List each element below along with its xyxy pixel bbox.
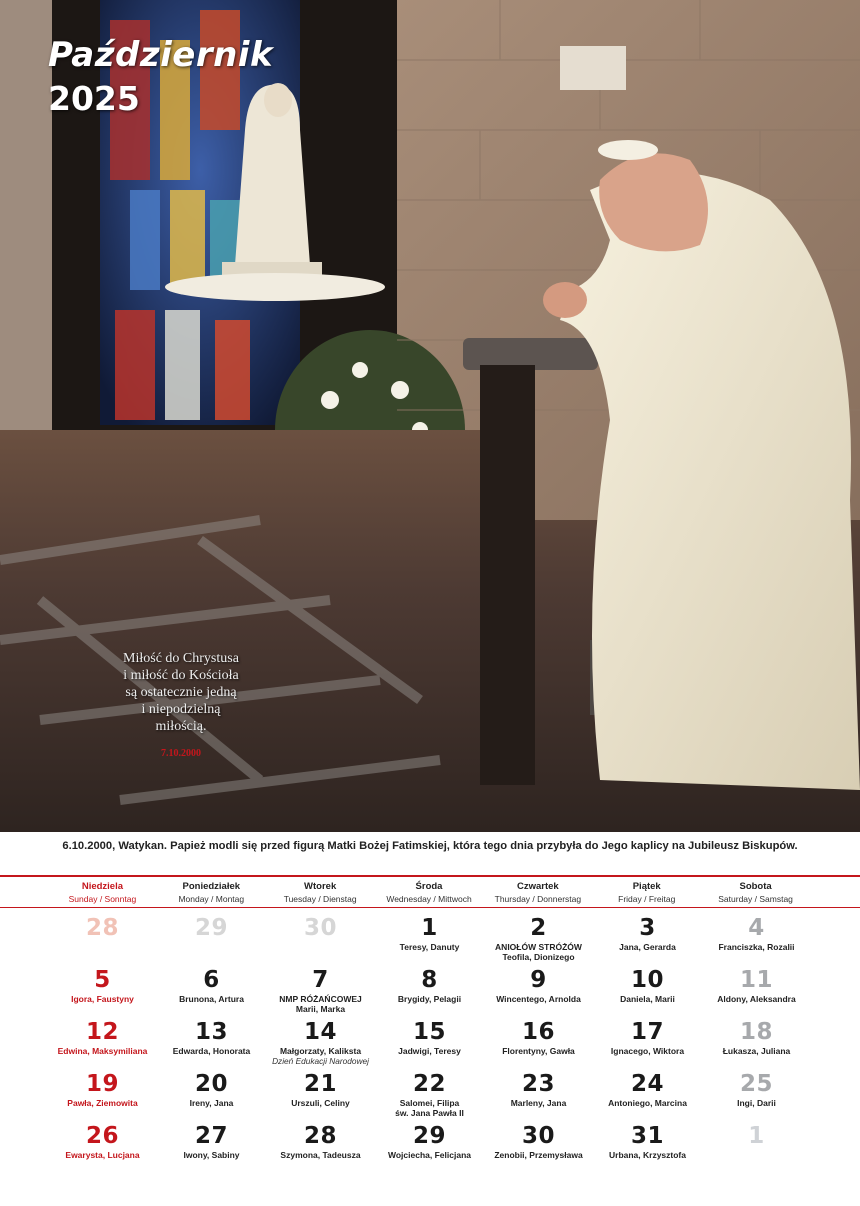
day-number: 28 — [303, 1123, 337, 1149]
day-number: 11 — [739, 967, 773, 993]
calendar-week — [48, 966, 811, 1018]
day-number: 31 — [630, 1123, 664, 1149]
weekday-translation: Wednesday / Mittwoch — [386, 894, 472, 904]
calendar-day — [48, 966, 157, 1018]
name-day: Wojciecha, Felicjana — [388, 1150, 471, 1160]
calendar-grid — [48, 914, 811, 1174]
name-day: Wincentego, Arnolda — [496, 994, 581, 1004]
calendar-day — [593, 1018, 702, 1070]
calendar-day — [375, 966, 484, 1018]
name-day: Zenobii, Przemysława — [494, 1150, 583, 1160]
calendar-day — [375, 1070, 484, 1122]
weekday-name: Środa — [415, 881, 443, 892]
name-day: Ireny, Jana — [189, 1098, 234, 1108]
day-number: 25 — [739, 1071, 773, 1097]
weekday-name: Wtorek — [304, 881, 337, 892]
day-number: 10 — [630, 967, 664, 993]
calendar-day — [266, 1018, 375, 1070]
name-day: Edwina, Maksymiliana — [57, 1046, 148, 1056]
calendar-day — [157, 966, 266, 1018]
calendar-day — [157, 1122, 266, 1174]
calendar-day — [702, 1122, 811, 1174]
weekday-1 — [157, 881, 266, 905]
name-day: Urszuli, Celiny — [291, 1098, 350, 1108]
weekday-3 — [375, 881, 484, 905]
name-day-secondary: Teofila, Dionizego — [502, 952, 575, 962]
weekday-name: Czwartek — [517, 881, 559, 892]
calendar-day — [702, 914, 811, 966]
month-title: Październik — [48, 35, 274, 75]
calendar-day — [48, 1070, 157, 1122]
calendar-day — [266, 1122, 375, 1174]
weekday-translation: Saturday / Samstag — [718, 894, 793, 904]
weekday-name: Piątek — [632, 881, 661, 892]
name-day: Łukasza, Juliana — [722, 1046, 791, 1056]
day-number: 29 — [412, 1123, 446, 1149]
name-day: Franciszka, Rozalii — [718, 942, 795, 952]
weekday-6 — [701, 881, 810, 905]
calendar-day — [48, 1122, 157, 1174]
day-number: 12 — [85, 1019, 119, 1045]
day-number: 2 — [530, 915, 547, 941]
weekday-5 — [592, 881, 701, 905]
quote-line: są ostatecznie jedną — [125, 685, 237, 700]
day-number: 8 — [421, 967, 438, 993]
quote-line: miłością. — [155, 719, 207, 734]
weekday-name: Poniedziałek — [182, 881, 241, 892]
name-day: NMP RÓŻAŃCOWEJ — [279, 994, 362, 1004]
day-number: 4 — [748, 915, 765, 941]
calendar-day — [375, 914, 484, 966]
day-number: 21 — [303, 1071, 337, 1097]
name-day: Ignacego, Wiktora — [610, 1046, 685, 1056]
name-day: ANIOŁÓW STRÓŻÓW — [495, 942, 582, 952]
calendar-day — [48, 914, 157, 966]
weekday-name: Niedziela — [81, 881, 124, 892]
calendar-day — [593, 1122, 702, 1174]
day-number: 18 — [739, 1019, 773, 1045]
weekday-header — [48, 881, 810, 905]
day-number: 13 — [194, 1019, 228, 1045]
calendar-day — [484, 1070, 593, 1122]
name-day-secondary: św. Jana Pawła II — [395, 1108, 464, 1118]
day-number: 1 — [748, 1123, 765, 1149]
calendar-day — [593, 914, 702, 966]
calendar-day — [484, 914, 593, 966]
calendar-week — [48, 1122, 811, 1174]
day-number: 24 — [630, 1071, 664, 1097]
calendar-day — [484, 1018, 593, 1070]
name-day: Brunona, Artura — [179, 994, 244, 1004]
calendar-day — [266, 914, 375, 966]
name-day: Iwony, Sabiny — [183, 1150, 240, 1160]
day-number: 9 — [530, 967, 547, 993]
calendar-day — [157, 1018, 266, 1070]
name-day: Pawła, Ziemowita — [67, 1098, 138, 1108]
day-number: 17 — [630, 1019, 664, 1045]
day-number: 27 — [194, 1123, 228, 1149]
calendar-day — [157, 914, 266, 966]
quote — [86, 650, 276, 762]
calendar-day — [593, 966, 702, 1018]
day-number: 1 — [421, 915, 438, 941]
weekday-translation: Friday / Freitag — [618, 894, 676, 904]
calendar-day — [484, 966, 593, 1018]
day-number: 20 — [194, 1071, 228, 1097]
name-day: Szymona, Tadeusza — [280, 1150, 361, 1160]
day-number: 6 — [203, 967, 220, 993]
day-number: 22 — [412, 1071, 446, 1097]
weekday-translation: Monday / Montag — [178, 894, 245, 904]
weekday-translation: Sunday / Sonntag — [68, 894, 137, 904]
quote-date: 7.10.2000 — [161, 748, 201, 759]
calendar-week — [48, 1018, 811, 1070]
name-day: Salomei, Filipa — [399, 1098, 460, 1108]
calendar-day — [702, 966, 811, 1018]
day-number: 5 — [94, 967, 111, 993]
calendar-week — [48, 914, 811, 966]
name-day: Daniela, Marii — [620, 994, 675, 1004]
weekday-0 — [48, 881, 157, 905]
day-number: 7 — [312, 967, 329, 993]
calendar-day — [266, 1070, 375, 1122]
day-number: 14 — [303, 1019, 337, 1045]
photo-caption: 6.10.2000, Watykan. Papież modli się przed figurą Matki Bożej Fatimskiej, która tego dnia przybyła do Jego kaplicy na Jubileusz Biskupów. — [62, 840, 798, 852]
calendar-header-rule — [0, 907, 860, 908]
quote-line: i miłość do Kościoła — [123, 668, 239, 683]
day-number: 30 — [521, 1123, 555, 1149]
calendar-day — [702, 1070, 811, 1122]
day-number: 3 — [639, 915, 656, 941]
calendar-day — [375, 1018, 484, 1070]
day-number: 23 — [521, 1071, 555, 1097]
day-number: 15 — [412, 1019, 446, 1045]
year-title: 2025 — [48, 79, 140, 118]
quote-line: Miłość do Chrystusa — [123, 651, 239, 666]
observance: Dzień Edukacji Narodowej — [272, 1056, 369, 1066]
name-day: Teresy, Danuty — [399, 942, 460, 952]
weekday-4 — [483, 881, 592, 905]
calendar-day — [375, 1122, 484, 1174]
day-number: 30 — [303, 915, 337, 941]
weekday-2 — [266, 881, 375, 905]
name-day: Igora, Faustyny — [71, 994, 134, 1004]
name-day: Aldony, Aleksandra — [717, 994, 796, 1004]
day-number: 19 — [85, 1071, 119, 1097]
name-day: Florentyny, Gawła — [502, 1046, 575, 1056]
day-number: 16 — [521, 1019, 555, 1045]
name-day: Jadwigi, Teresy — [398, 1046, 461, 1056]
day-number: 29 — [194, 915, 228, 941]
calendar-top-rule — [0, 875, 860, 877]
calendar-week — [48, 1070, 811, 1122]
weekday-translation: Thursday / Donnerstag — [494, 894, 582, 904]
day-number: 28 — [85, 915, 119, 941]
name-day: Edwarda, Honorata — [172, 1046, 251, 1056]
weekday-name: Sobota — [739, 881, 772, 892]
name-day: Marleny, Jana — [510, 1098, 567, 1108]
name-day: Antoniego, Marcina — [608, 1098, 687, 1108]
name-day: Ingi, Darii — [737, 1098, 776, 1108]
calendar-day — [593, 1070, 702, 1122]
calendar-day — [157, 1070, 266, 1122]
weekday-translation: Tuesday / Dienstag — [283, 894, 357, 904]
calendar-day — [702, 1018, 811, 1070]
name-day: Urbana, Krzysztofa — [609, 1150, 686, 1160]
calendar-day — [48, 1018, 157, 1070]
quote-line: i niepodzielną — [141, 702, 221, 717]
name-day: Brygidy, Pelagii — [397, 994, 462, 1004]
name-day-secondary: Marii, Marka — [295, 1004, 346, 1014]
name-day: Małgorzaty, Kaliksta — [279, 1046, 362, 1056]
day-number: 26 — [85, 1123, 119, 1149]
calendar-day — [484, 1122, 593, 1174]
name-day: Ewarysta, Lucjana — [65, 1150, 140, 1160]
calendar-day — [266, 966, 375, 1018]
name-day: Jana, Gerarda — [619, 942, 676, 952]
